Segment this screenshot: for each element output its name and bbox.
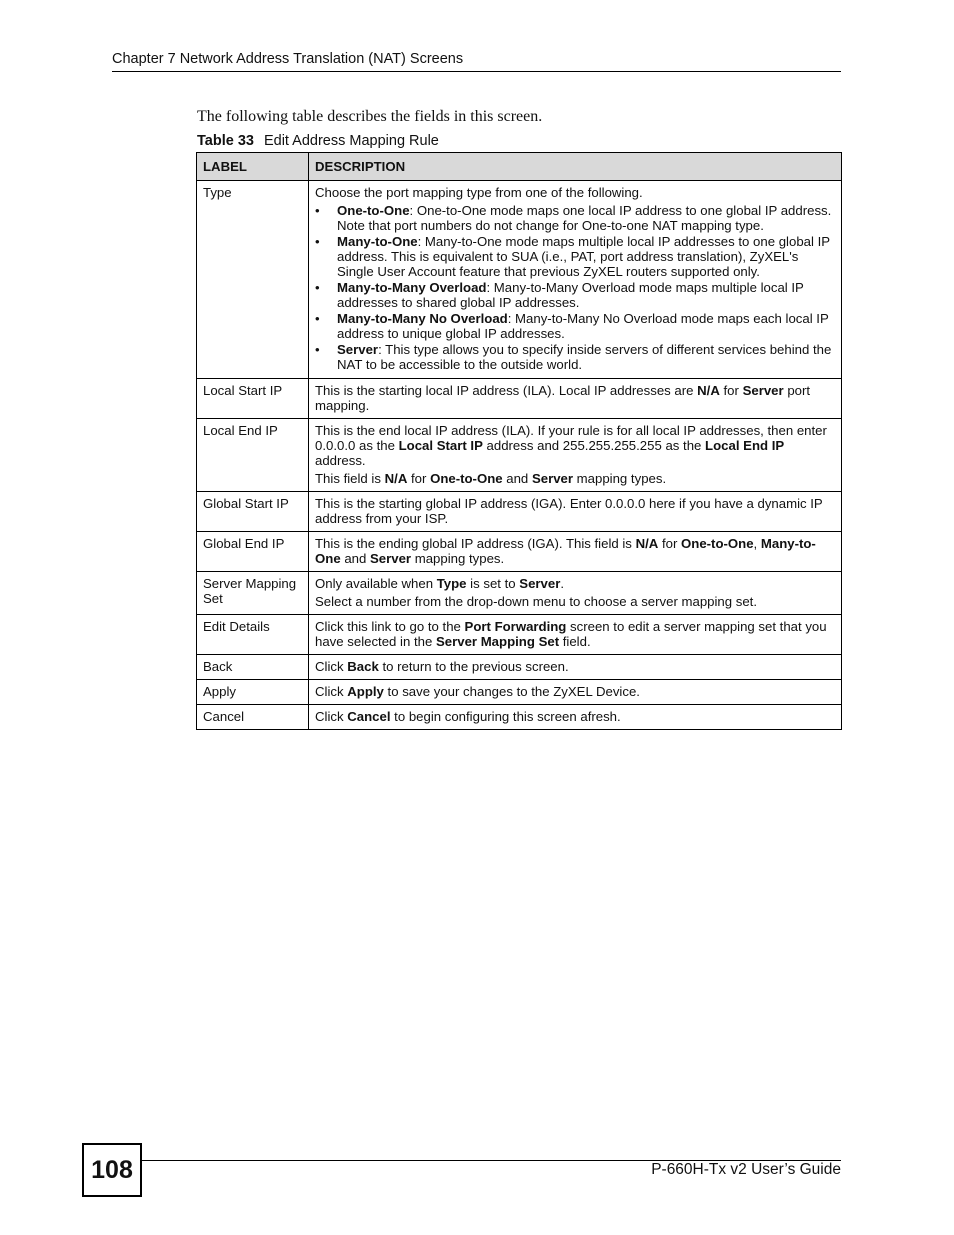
- bold-term: Server: [519, 576, 561, 591]
- description-paragraph: [315, 536, 835, 566]
- table-row: [197, 572, 842, 615]
- text-run: field.: [559, 634, 591, 649]
- description-column-header: DESCRIPTION: [309, 153, 842, 181]
- bold-term: Back: [347, 659, 379, 674]
- row-description: [309, 532, 842, 572]
- description-paragraph: [315, 619, 835, 649]
- description-paragraph: [315, 659, 835, 674]
- text-run: Select a number from the drop-down menu to choose a server mapping set.: [315, 594, 758, 609]
- bold-term: Local End IP: [705, 438, 785, 453]
- row-label: Edit Details: [197, 615, 309, 655]
- text-run: : Many-to-Many No Overload mode maps each local IP address to unique global IP addresses.: [337, 311, 829, 341]
- text-run: Click: [315, 659, 348, 674]
- text-run: for: [719, 383, 743, 398]
- text-run: Click: [315, 709, 348, 724]
- row-label: Global End IP: [197, 532, 309, 572]
- table-number: Table 33: [197, 133, 254, 149]
- description-paragraph: [315, 185, 835, 200]
- text-run: This field is: [315, 471, 385, 486]
- bold-term: Server: [531, 471, 574, 486]
- text-run: : This type allows you to specify inside servers of different services behind the NAT to be accessible to the outside world.: [337, 342, 832, 372]
- text-run: Only available when: [315, 576, 437, 591]
- bold-term: Many-to-Many No Overload: [337, 311, 508, 326]
- bold-term: Server Mapping Set: [435, 634, 560, 649]
- table-row: [197, 419, 842, 492]
- bold-term: One-to-One: [681, 536, 754, 551]
- list-item: [315, 203, 835, 233]
- bold-term: One-to-One: [430, 471, 503, 486]
- table-row: [197, 655, 842, 680]
- text-run: Click: [315, 684, 348, 699]
- row-description: [309, 615, 842, 655]
- row-label: Local Start IP: [197, 379, 309, 419]
- row-label: Apply: [197, 680, 309, 705]
- list-item: [315, 234, 835, 279]
- intro-text: The following table describes the fields in this screen.: [197, 108, 543, 125]
- bold-term: Many-to-One: [315, 536, 816, 566]
- table-row: [197, 379, 842, 419]
- bold-term: Many-to-One: [337, 234, 418, 249]
- guide-title: P-660H-Tx v2 User’s Guide: [651, 1161, 841, 1178]
- text-run: and: [502, 471, 532, 486]
- text-run: to return to the previous screen.: [378, 659, 569, 674]
- text-run: to begin configuring this screen afresh.: [390, 709, 621, 724]
- text-run: mapping types.: [573, 471, 667, 486]
- text-run: Choose the port mapping type from one of the following.: [315, 185, 643, 200]
- bold-term: N/A: [635, 536, 659, 551]
- bold-term: Apply: [347, 684, 384, 699]
- row-label: Server Mapping Set: [197, 572, 309, 615]
- bold-term: Local Start IP: [398, 438, 483, 453]
- text-run: screen to edit a server mapping set that you have selected in the: [315, 619, 827, 649]
- row-description: [309, 655, 842, 680]
- bold-term: Server: [742, 383, 784, 398]
- chapter-header: Chapter 7 Network Address Translation (NAT) Screens: [112, 51, 464, 67]
- text-run: : Many-to-Many Overload mode maps multiple local IP addresses to shared global IP addresses.: [337, 280, 804, 310]
- row-description: [309, 572, 842, 615]
- bold-term: N/A: [384, 471, 408, 486]
- bold-term: Server: [337, 342, 379, 357]
- table-row: [197, 705, 842, 730]
- description-paragraph: [315, 709, 835, 724]
- label-column-header: LABEL: [197, 153, 309, 181]
- type-options-list: [315, 203, 835, 372]
- text-run: address.: [315, 453, 366, 468]
- text-run: address and 255.255.255.255 as the: [482, 438, 706, 453]
- page-number: 108: [82, 1143, 142, 1197]
- row-label: Local End IP: [197, 419, 309, 492]
- text-run: This is the starting local IP address (ILA). Local IP addresses are: [315, 383, 698, 398]
- text-run: for: [407, 471, 431, 486]
- text-run: This is the starting global IP address (IGA). Enter 0.0.0.0 here if you have a dynamic IP address from your ISP.: [315, 496, 823, 526]
- description-paragraph: [315, 576, 835, 591]
- description-paragraph: [315, 423, 835, 468]
- table-header-row: [197, 153, 842, 181]
- text-run: .: [560, 576, 565, 591]
- list-item: [315, 280, 835, 310]
- row-label: Global Start IP: [197, 492, 309, 532]
- table-row: [197, 532, 842, 572]
- bold-term: Type: [436, 576, 467, 591]
- row-description: [309, 680, 842, 705]
- text-run: is set to: [466, 576, 520, 591]
- text-run: for: [658, 536, 682, 551]
- bold-term: One-to-One: [337, 203, 410, 218]
- text-run: This is the end local IP address (ILA). If your rule is for all local IP addresses, then enter 0.0.0.0 as the: [315, 423, 827, 453]
- text-run: : Many-to-One mode maps multiple local IP addresses to one global IP address. This is equivalent to SUA (i.e., PAT, port address translation), ZyXEL's Single User Account feature that previous ZyXEL routers supported only.: [337, 234, 830, 279]
- table-row: [197, 615, 842, 655]
- row-description: [309, 181, 842, 379]
- text-run: port mapping.: [315, 383, 811, 413]
- table-row: [197, 492, 842, 532]
- row-label: Cancel: [197, 705, 309, 730]
- text-run: to save your changes to the ZyXEL Device.: [383, 684, 640, 699]
- description-paragraph: [315, 684, 835, 699]
- header-rule: [112, 71, 841, 72]
- bold-term: Port Forwarding: [464, 619, 567, 634]
- text-run: This is the ending global IP address (IGA). This field is: [315, 536, 636, 551]
- text-run: : One-to-One mode maps one local IP address to one global IP address. Note that port numbers do not change for One-to-one NAT mapping type.: [337, 203, 832, 233]
- bold-term: N/A: [697, 383, 720, 398]
- table-row: [197, 181, 842, 379]
- table-caption: [197, 133, 439, 149]
- bold-term: Server: [370, 551, 412, 566]
- description-paragraph: [315, 594, 835, 609]
- bold-term: Many-to-Many Overload: [337, 280, 487, 295]
- row-description: [309, 705, 842, 730]
- text-run: ,: [753, 536, 761, 551]
- description-paragraph: [315, 383, 835, 413]
- table-title: Edit Address Mapping Rule: [263, 133, 439, 149]
- description-paragraph: [315, 471, 835, 486]
- text-run: mapping types.: [411, 551, 505, 566]
- row-label: Type: [197, 181, 309, 379]
- row-label: Back: [197, 655, 309, 680]
- row-description: [309, 379, 842, 419]
- bold-term: Cancel: [347, 709, 391, 724]
- list-item: [315, 342, 835, 372]
- text-run: and: [340, 551, 370, 566]
- row-description: [309, 492, 842, 532]
- description-paragraph: [315, 496, 835, 526]
- text-run: Click this link to go to the: [315, 619, 465, 634]
- field-description-table: [196, 152, 842, 730]
- row-description: [309, 419, 842, 492]
- list-item: [315, 311, 835, 341]
- table-row: [197, 680, 842, 705]
